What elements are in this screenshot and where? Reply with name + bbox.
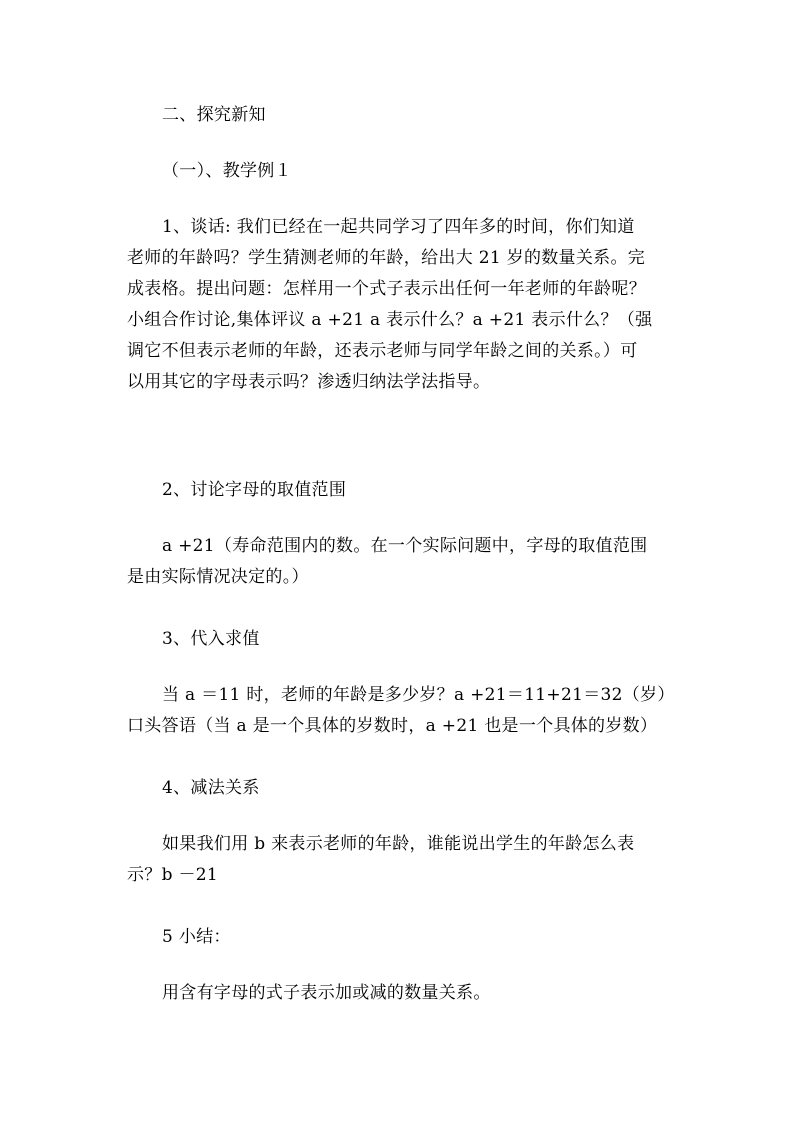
paragraph-line: 调它不但表示老师的年龄，还表示老师与同学年龄之间的关系。）可	[127, 341, 638, 361]
item5-title: 5 小结：	[162, 927, 231, 947]
section-title: 二、探究新知	[162, 105, 266, 125]
item2-title: 2、讨论字母的取值范围	[162, 480, 347, 500]
item3-title: 3、代入求值	[162, 629, 260, 649]
item1-paragraph	[127, 212, 673, 398]
paragraph-line: 口头答语（当 a 是一个具体的岁数时，a +21 也是一个具体的岁数）	[127, 716, 658, 736]
paragraph-line: 老师的年龄吗？学生猜测老师的年龄，给出大 21 岁的数量关系。完	[127, 248, 646, 268]
item2-paragraph	[127, 531, 673, 593]
item5-paragraph	[127, 978, 673, 1009]
subsection-title: （一）、教学例１	[162, 161, 292, 181]
paragraph-line: 用含有字母的式子表示加或减的数量关系。	[162, 983, 491, 1003]
paragraph-line: 示？b －21	[127, 865, 219, 885]
paragraph-line: 1、谈话: 我们已经在一起共同学习了四年多的时间，你们知道	[162, 217, 635, 237]
item4-title: 4、减法关系	[162, 778, 260, 798]
paragraph-line: 成表格。提出问题：怎样用一个式子表示出任何一年老师的年龄呢？	[127, 279, 646, 299]
paragraph-line: 小组合作讨论,集体评议 a +21 a 表示什么？a +21 表示什么？（强	[127, 310, 653, 330]
paragraph-line: 是由实际情况决定的。）	[127, 567, 309, 587]
paragraph-line: 以用其它的字母表示吗？渗透归纳法学法指导。	[127, 372, 491, 392]
paragraph-line: a +21（寿命范围内的数。在一个实际问题中，字母的取值范围	[162, 536, 648, 556]
paragraph-line: 如果我们用 b 来表示老师的年龄，谁能说出学生的年龄怎么表	[162, 834, 635, 854]
item4-paragraph	[127, 829, 673, 891]
paragraph-line: 当 a ＝11 时，老师的年龄是多少岁？a +21＝11+21＝32（岁）	[162, 685, 675, 705]
item3-paragraph	[127, 680, 673, 742]
